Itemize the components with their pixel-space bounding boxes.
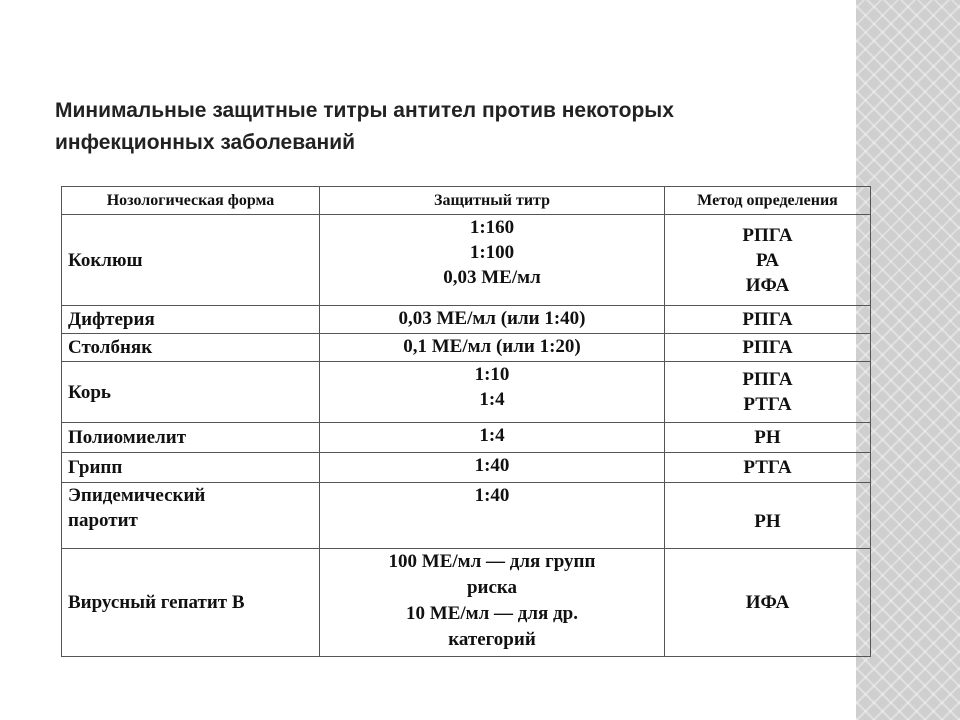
method-value: ИФА bbox=[745, 274, 790, 296]
titer-cell bbox=[320, 215, 665, 306]
disease-cell bbox=[62, 549, 320, 657]
disease-cell bbox=[62, 453, 320, 483]
titer-cell bbox=[320, 423, 665, 453]
titer-value: 0,03 МЕ/мл bbox=[443, 267, 541, 288]
titer-cell bbox=[320, 483, 665, 549]
titer-cell bbox=[320, 549, 665, 657]
table-row bbox=[62, 362, 871, 423]
method-cell bbox=[665, 453, 871, 483]
header-disease: Нозологическая форма bbox=[62, 187, 320, 215]
disease-cell bbox=[62, 306, 320, 334]
disease-name: Эпидемический bbox=[68, 485, 206, 506]
decorative-side-strip bbox=[856, 0, 960, 720]
titer-value: 0,03 МЕ/мл (или 1:40) bbox=[398, 308, 586, 329]
table-row bbox=[62, 453, 871, 483]
method-cell bbox=[665, 215, 871, 306]
titer-cell bbox=[320, 306, 665, 334]
titer-value: риска bbox=[466, 577, 518, 598]
slide-title-line-1: Минимальные защитные титры антител против некоторых bbox=[55, 99, 674, 122]
method-value: РПГА bbox=[742, 224, 793, 246]
method-value: РПГА bbox=[742, 309, 793, 330]
titer-cell bbox=[320, 334, 665, 362]
method-value: ИФА bbox=[745, 592, 790, 613]
disease-name: Дифтерия bbox=[68, 309, 155, 330]
method-cell bbox=[665, 423, 871, 453]
table-row bbox=[62, 483, 871, 549]
method-value: РН bbox=[754, 427, 781, 448]
titer-value: 1:4 bbox=[479, 425, 505, 446]
method-cell bbox=[665, 362, 871, 423]
method-value: РПГА bbox=[742, 337, 793, 358]
method-value: РА bbox=[756, 249, 779, 271]
table-row bbox=[62, 423, 871, 453]
table-row bbox=[62, 215, 871, 306]
titer-cell bbox=[320, 453, 665, 483]
titer-value: 1:100 bbox=[469, 242, 515, 263]
table-row bbox=[62, 306, 871, 334]
titer-value: 0,1 МЕ/мл (или 1:20) bbox=[403, 336, 581, 357]
disease-name: Корь bbox=[68, 381, 111, 403]
method-value: РН bbox=[754, 511, 781, 532]
disease-name: паротит bbox=[68, 510, 138, 531]
method-value: РТГА bbox=[743, 457, 792, 478]
titer-value: 1:40 bbox=[474, 485, 510, 506]
disease-cell bbox=[62, 362, 320, 423]
method-value: РПГА bbox=[742, 369, 793, 390]
titer-value: категорий bbox=[448, 629, 536, 650]
titer-value: 1:40 bbox=[474, 455, 510, 476]
disease-name: Вирусный гепатит В bbox=[68, 592, 245, 613]
disease-cell bbox=[62, 423, 320, 453]
antibody-titers-table bbox=[61, 186, 871, 657]
method-value: РТГА bbox=[743, 394, 792, 415]
slide-title bbox=[55, 95, 815, 159]
disease-cell bbox=[62, 334, 320, 362]
method-cell bbox=[665, 549, 871, 657]
method-cell bbox=[665, 306, 871, 334]
disease-cell bbox=[62, 215, 320, 306]
header-titer: Защитный титр bbox=[320, 187, 665, 215]
table-row bbox=[62, 334, 871, 362]
slide-title-line-2: инфекционных заболеваний bbox=[55, 131, 356, 154]
header-method: Метод определения bbox=[665, 187, 871, 215]
disease-name: Полиомиелит bbox=[68, 427, 187, 448]
titer-value: 1:160 bbox=[469, 217, 515, 238]
method-cell bbox=[665, 483, 871, 549]
titer-value: 10 МЕ/мл — для др. bbox=[406, 603, 578, 624]
method-cell bbox=[665, 334, 871, 362]
table-header-row bbox=[62, 187, 871, 215]
table-row bbox=[62, 549, 871, 657]
disease-cell bbox=[62, 483, 320, 549]
disease-name: Коклюш bbox=[68, 249, 143, 271]
disease-name: Грипп bbox=[68, 457, 123, 478]
titer-value: 1:10 bbox=[474, 364, 510, 385]
titer-value: 1:4 bbox=[479, 389, 505, 410]
titer-value: 100 МЕ/мл — для групп bbox=[388, 551, 596, 572]
disease-name: Столбняк bbox=[68, 337, 153, 358]
titer-cell bbox=[320, 362, 665, 423]
